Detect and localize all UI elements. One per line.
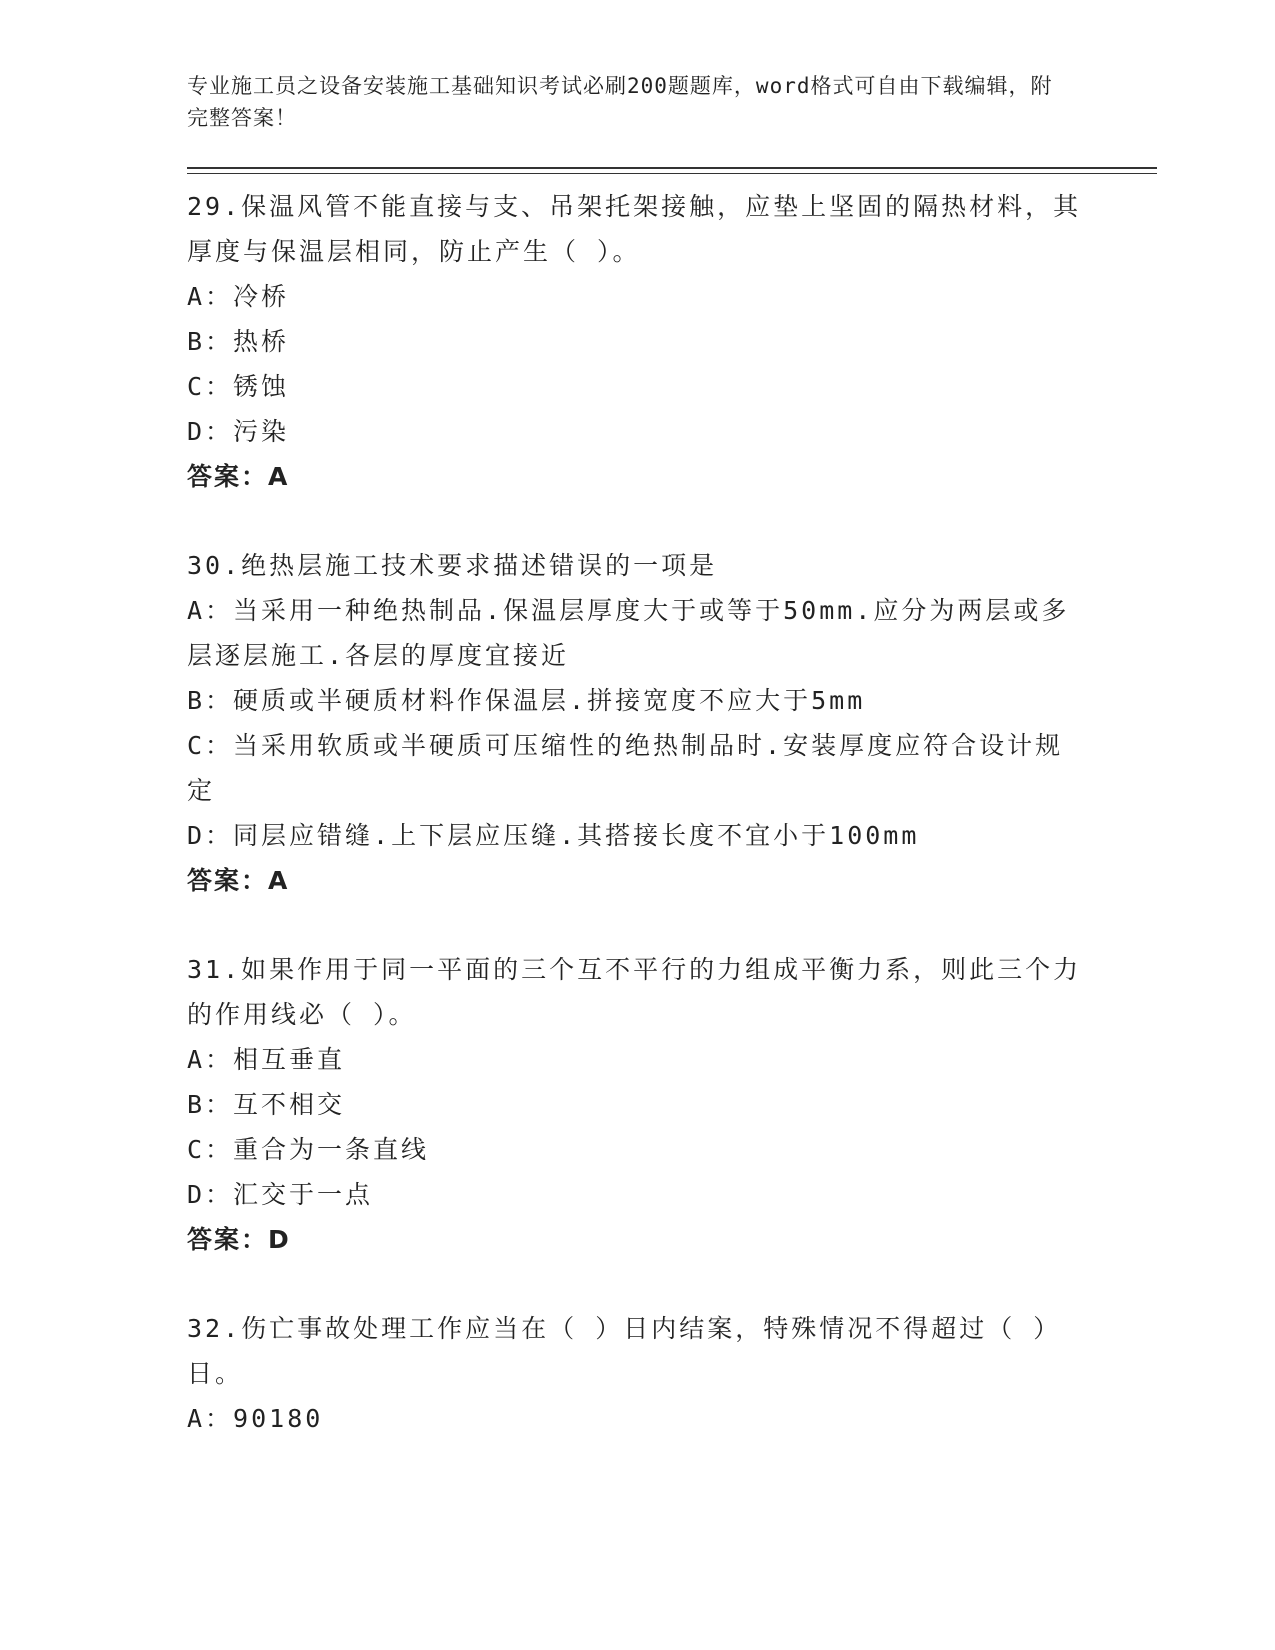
option-b: B：硬质或半硬质材料作保温层.拼接宽度不应大于5mm — [187, 686, 866, 715]
answer-line: 答案：D — [187, 1225, 291, 1254]
question-32 — [187, 1306, 1157, 1441]
option-c: C：当采用软质或半硬质可压缩性的绝热制品时.安装厚度应符合设计规定 — [187, 731, 1064, 805]
document-page — [187, 70, 1157, 1441]
option-b: B：互不相交 — [187, 1090, 346, 1119]
question-stem: 30.绝热层施工技术要求描述错误的一项是 — [187, 551, 718, 580]
answer-line: 答案：A — [187, 866, 290, 895]
option-d: D：汇交于一点 — [187, 1180, 374, 1209]
option-a: A：当采用一种绝热制品.保温层厚度大于或等于50mm.应分为两层或多层逐层施工.各层的厚度宜接近 — [187, 596, 1070, 670]
option-a: A：90180 — [187, 1404, 324, 1433]
question-29 — [187, 184, 1157, 499]
question-stem: 29.保温风管不能直接与支、吊架托架接触，应垫上坚固的隔热材料，其厚度与保温层相同，防止产生（ ）。 — [187, 192, 1082, 266]
question-31 — [187, 947, 1157, 1262]
question-30 — [187, 543, 1157, 903]
option-d: D：污染 — [187, 417, 290, 446]
document-header: 专业施工员之设备安装施工基础知识考试必刷200题题库，word格式可自由下载编辑，附完整答案！ — [187, 74, 1053, 130]
option-c: C：锈蚀 — [187, 372, 290, 401]
option-b: B：热桥 — [187, 327, 290, 356]
option-c: C：重合为一条直线 — [187, 1135, 430, 1164]
question-stem: 32.伤亡事故处理工作应当在（ ）日内结案，特殊情况不得超过（ ）日。 — [187, 1314, 1062, 1388]
header-divider — [187, 167, 1157, 174]
option-a: A：相互垂直 — [187, 1045, 346, 1074]
answer-line: 答案：A — [187, 462, 290, 491]
option-a: A：冷桥 — [187, 282, 290, 311]
option-d: D：同层应错缝.上下层应压缝.其搭接长度不宜小于100mm — [187, 821, 920, 850]
question-stem: 31.如果作用于同一平面的三个互不平行的力组成平衡力系，则此三个力的作用线必（ ）。 — [187, 955, 1082, 1029]
